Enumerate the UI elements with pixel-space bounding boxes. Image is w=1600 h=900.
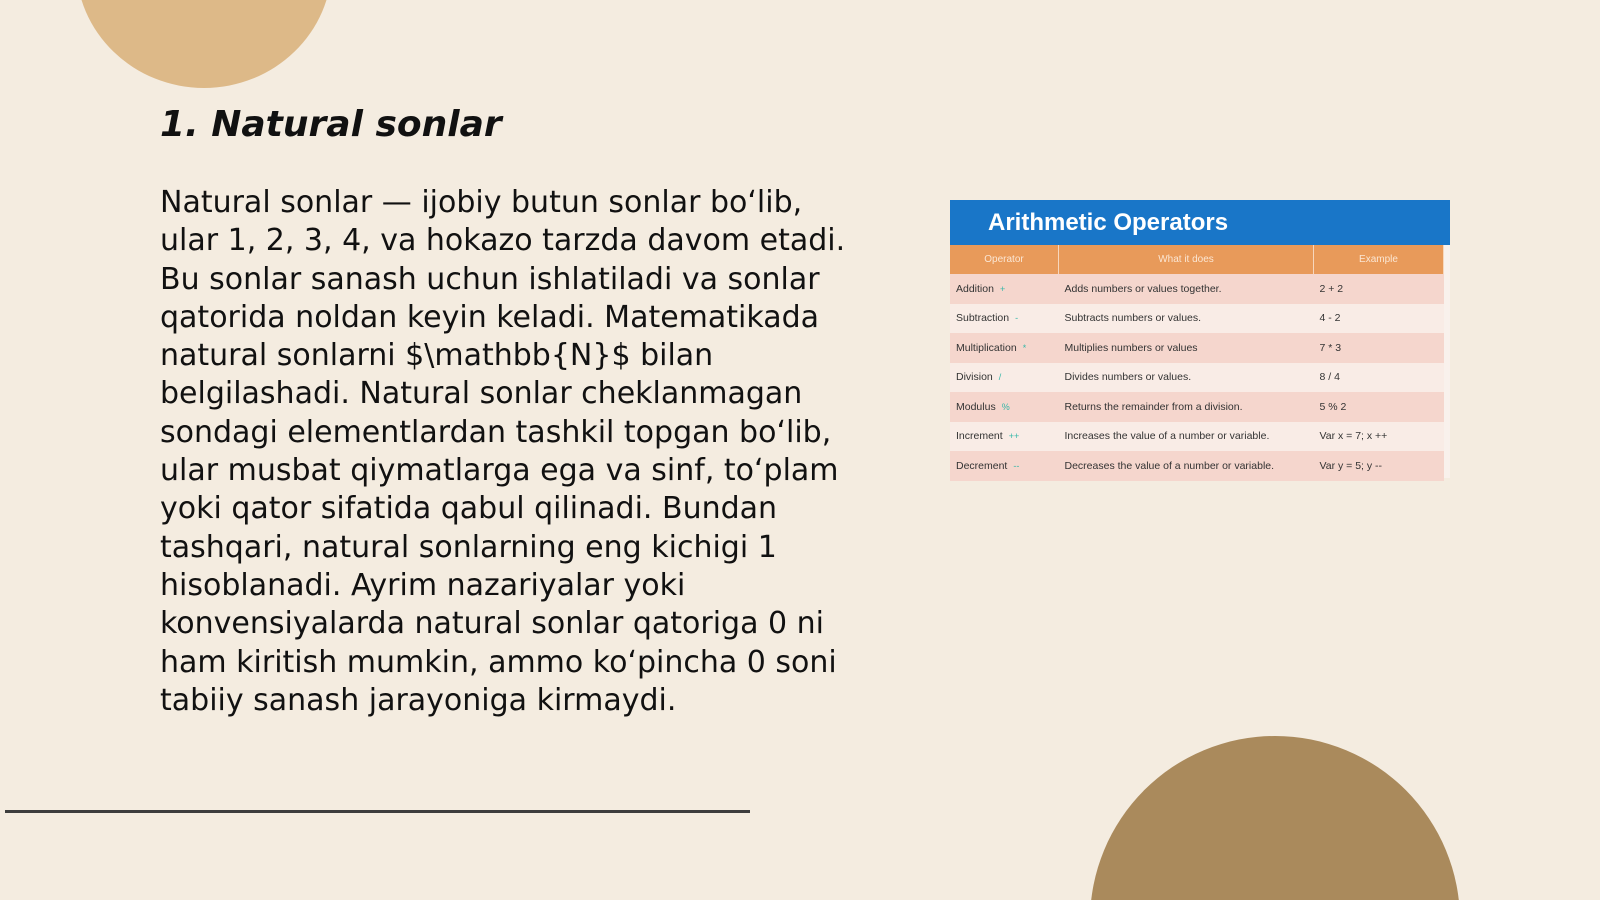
operator-name: Addition <box>956 282 994 295</box>
description-cell: Adds numbers or values together. <box>1059 274 1314 304</box>
description-cell: Increases the value of a number or variable. <box>1059 422 1314 452</box>
slide-title: 1. Natural sonlar <box>160 104 502 145</box>
operator-symbol: / <box>998 372 1002 383</box>
column-header-example: Example <box>1314 245 1444 274</box>
operator-cell <box>950 274 1059 304</box>
example-cell: Var y = 5; y -- <box>1314 451 1444 481</box>
operator-cell <box>950 451 1059 481</box>
table-row <box>950 363 1444 393</box>
operator-symbol: - <box>1015 313 1019 324</box>
operators-table <box>950 245 1444 481</box>
table-row <box>950 392 1444 422</box>
operator-symbol: % <box>1001 401 1010 412</box>
table-row <box>950 333 1444 363</box>
operator-name: Multiplication <box>956 341 1017 354</box>
description-cell: Returns the remainder from a division. <box>1059 392 1314 422</box>
column-header-what: What it does <box>1059 245 1314 274</box>
table-row <box>950 451 1444 481</box>
description-cell: Decreases the value of a number or variable. <box>1059 451 1314 481</box>
operator-cell <box>950 304 1059 334</box>
decorative-circle-bottom <box>1090 736 1460 900</box>
example-cell: 4 - 2 <box>1314 304 1444 334</box>
example-cell: 5 % 2 <box>1314 392 1444 422</box>
table-header-row <box>950 245 1444 274</box>
divider-line <box>5 810 750 813</box>
example-cell: Var x = 7; x ++ <box>1314 422 1444 452</box>
image-title: Arithmetic Operators <box>950 200 1450 245</box>
operator-symbol: ++ <box>1008 431 1020 442</box>
operator-cell <box>950 422 1059 452</box>
slide-body-text: Natural sonlar — ijobiy butun sonlar bo‘lib, ular 1, 2, 3, 4, va hokazo tarzda davom etadi. Bu sonlar sanash uchun ishlatiladi va sonlar qatorida noldan keyin keladi. Matematikada natural sonlarni $\mathbb{N}$ bilan belgilashadi. Natural sonlar cheklanmagan sondagi elementlardan tashkil topgan bo‘lib, ular musbat qiymatlarga ega va sinf, to‘plam yoki qator sifatida qabul qilinadi. Bundan tashqari, natural sonlarning eng kichigi 1 hisoblanadi. Ayrim nazariyalar yoki konvensiyalarda natural sonlar qatoriga 0 ni ham kiritish mumkin, ammo ko‘pincha 0 soni tabiiy sanash jarayoniga kirmaydi. <box>160 185 846 718</box>
description-cell: Multiplies numbers or values <box>1059 333 1314 363</box>
operator-name: Subtraction <box>956 312 1010 325</box>
operator-symbol: + <box>999 283 1006 294</box>
operator-symbol: -- <box>1013 460 1020 471</box>
table-row <box>950 304 1444 334</box>
operator-cell <box>950 392 1059 422</box>
operator-cell <box>950 333 1059 363</box>
operator-name: Division <box>956 371 993 384</box>
example-cell: 2 + 2 <box>1314 274 1444 304</box>
column-header-operator: Operator <box>950 245 1059 274</box>
decorative-circle-top <box>76 0 332 88</box>
table-row <box>950 422 1444 452</box>
table-row <box>950 274 1444 304</box>
operator-name: Increment <box>956 430 1003 443</box>
arithmetic-operators-image <box>950 200 1450 478</box>
description-cell: Divides numbers or values. <box>1059 363 1314 393</box>
description-cell: Subtracts numbers or values. <box>1059 304 1314 334</box>
operator-cell <box>950 363 1059 393</box>
example-cell: 7 * 3 <box>1314 333 1444 363</box>
operator-symbol: * <box>1022 342 1027 353</box>
operator-name: Modulus <box>956 400 996 413</box>
example-cell: 8 / 4 <box>1314 363 1444 393</box>
operator-name: Decrement <box>956 459 1008 472</box>
